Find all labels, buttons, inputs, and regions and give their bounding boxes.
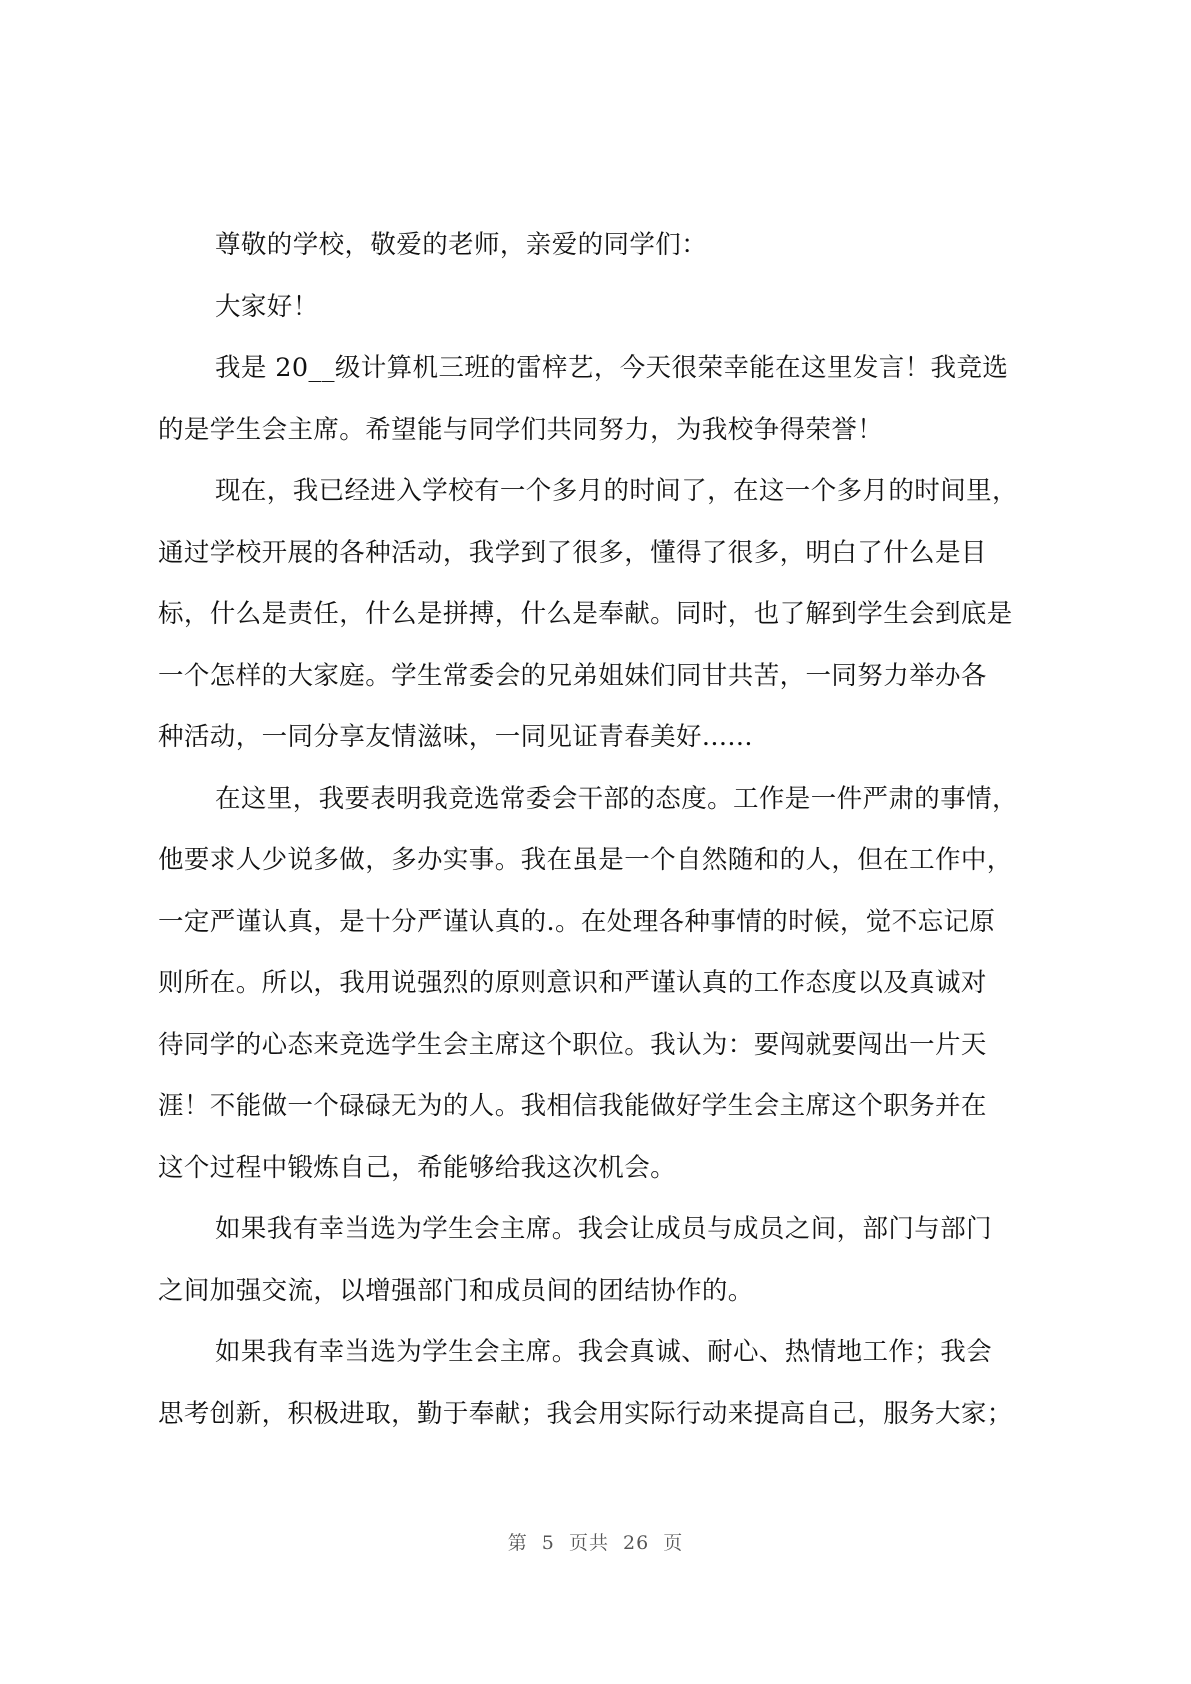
body-line: 种活动，一同分享友情滋味，一同见证青春美好......: [158, 722, 753, 752]
body-line: 如果我有幸当选为学生会主席。我会真诚、耐心、热情地工作；我会: [215, 1337, 993, 1367]
body-line: 涯！不能做一个碌碌无为的人。我相信我能做好学生会主席这个职务并在: [158, 1091, 987, 1121]
body-line: 如果我有幸当选为学生会主席。我会让成员与成员之间，部门与部门: [215, 1214, 993, 1244]
body-line: 这个过程中锻炼自己，希能够给我这次机会。: [158, 1152, 677, 1183]
body-line: 尊敬的学校，敬爱的老师，亲爱的同学们：: [215, 230, 708, 260]
body-line: 现在，我已经进入学校有一个多月的时间了，在这一个多月的时间里，: [215, 476, 1018, 506]
body-line: 他要求人少说多做，多办实事。我在虽是一个自然随和的人，但在工作中，: [158, 845, 1013, 875]
body-line: 之间加强交流，以增强部门和成员间的团结协作的。: [158, 1275, 754, 1306]
body-line: 则所在。所以，我用说强烈的原则意识和严谨认真的工作态度以及真诚对: [158, 968, 987, 998]
body-line: 标，什么是责任，什么是拼搏，什么是奉献。同时，也了解到学生会到底是: [158, 599, 1013, 629]
page-footer: [0, 1528, 1191, 1555]
body-line: 通过学校开展的各种活动，我学到了很多，懂得了很多，明白了什么是目: [158, 537, 987, 568]
body-line: 大家好！: [215, 291, 319, 322]
body-line: 一个怎样的大家庭。学生常委会的兄弟姐妹们同甘共苦，一同努力举办各: [158, 660, 987, 691]
body-line: 的是学生会主席。希望能与同学们共同努力，为我校争得荣誉！: [158, 414, 884, 445]
body-line: 我是 20__级计算机三班的雷梓艺，今天很荣幸能在这里发言！我竞选: [215, 353, 1009, 383]
document-body: [158, 215, 1058, 1445]
body-line: 思考创新，积极进取，勤于奉献；我会用实际行动来提高自己，服务大家；: [158, 1398, 1013, 1429]
body-line: 一定严谨认真，是十分严谨认真的.。在处理各种事情的时候，觉不忘记原: [158, 906, 996, 937]
page-number-label: 第 5 页共 26 页: [507, 1532, 684, 1554]
body-line: 待同学的心态来竞选学生会主席这个职位。我认为：要闯就要闯出一片天: [158, 1029, 987, 1060]
body-line: 在这里，我要表明我竞选常委会干部的态度。工作是一件严肃的事情，: [215, 783, 1018, 814]
